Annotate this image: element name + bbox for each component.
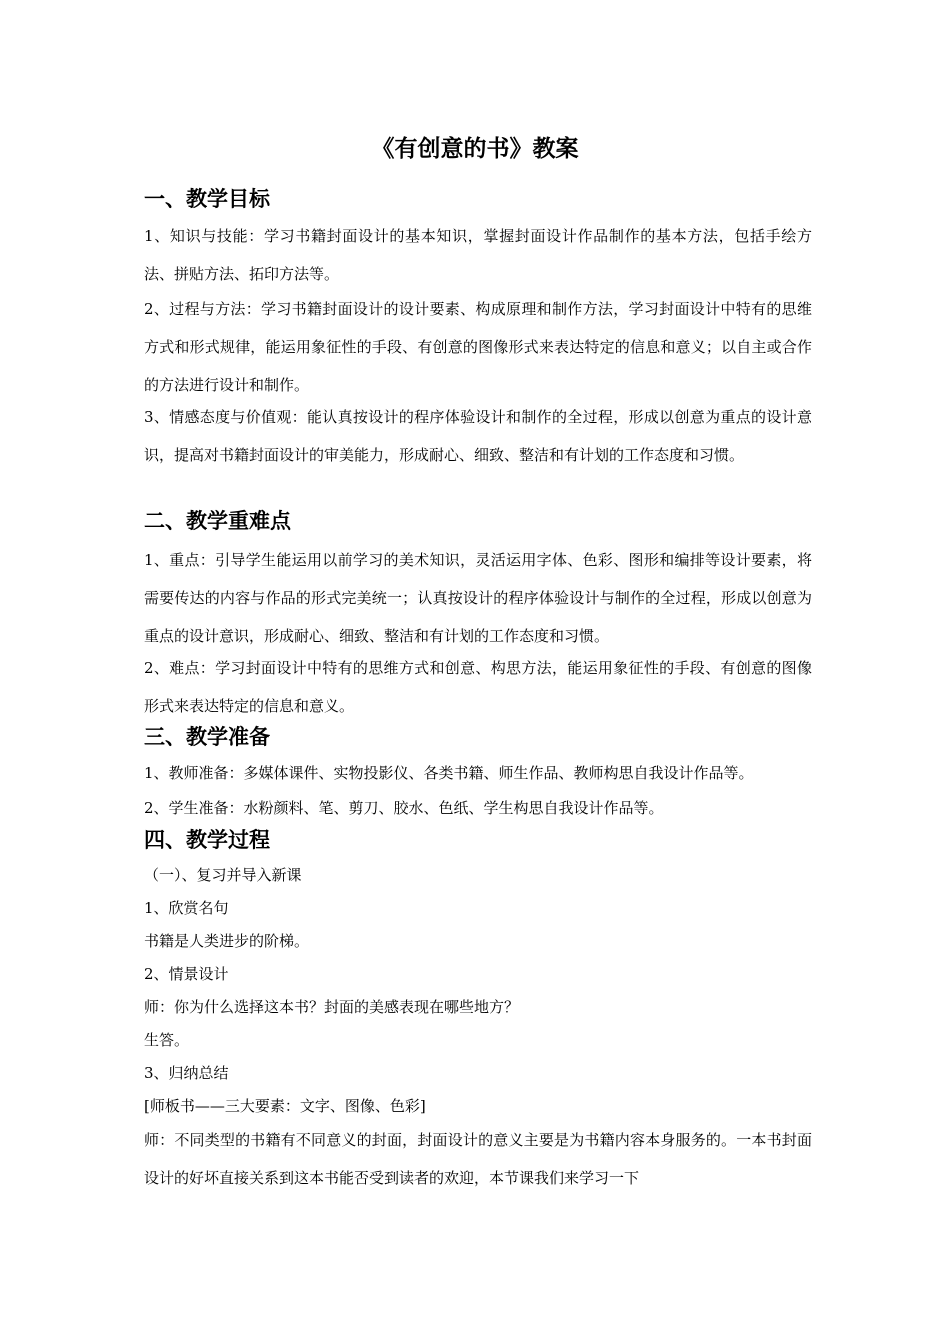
paragraph: 1、重点：引导学生能运用以前学习的美术知识，灵活运用字体、色彩、图形和编排等设计要素，将需要传达的内容与作品的形式完美统一；认真按设计的程序体验设计与制作的全过程，形成以创意为重点的设计意识，形成耐心、细致、整洁和有计划的工作态度和习惯。	[144, 551, 812, 645]
list-item: 书籍是人类进步的阶梯。	[144, 932, 310, 950]
list-item: 生答。	[144, 1031, 190, 1049]
section-heading-preparation: 三、教学准备	[144, 725, 270, 749]
subsection-heading: （一）、复习并导入新课	[144, 866, 302, 884]
paragraph: 2、学生准备：水粉颜料、笔、剪刀、胶水、色纸、学生构思自我设计作品等。	[144, 799, 664, 817]
section-heading-objectives: 一、教学目标	[144, 187, 270, 211]
document-title: 《有创意的书》教案	[371, 136, 579, 162]
paragraph: 1、知识与技能：学习书籍封面设计的基本知识，掌握封面设计作品制作的基本方法，包括手绘方法、拼贴方法、拓印方法等。	[144, 227, 812, 283]
list-item: [师板书——三大要素：文字、图像、色彩]	[144, 1097, 426, 1115]
list-item: 2、情景设计	[144, 965, 229, 983]
paragraph: 2、过程与方法：学习书籍封面设计的设计要素、构成原理和制作方法，学习封面设计中特有的思维方式和形式规律，能运用象征性的手段、有创意的图像形式来表达特定的信息和意义；以自主或合作的方法进行设计和制作。	[144, 300, 812, 394]
list-item: 3、归纳总结	[144, 1064, 229, 1082]
list-item: 1、欣赏名句	[144, 899, 229, 917]
paragraph: 1、教师准备：多媒体课件、实物投影仪、各类书籍、师生作品、教师构思自我设计作品等。	[144, 764, 754, 782]
list-item: 师：你为什么选择这本书？封面的美感表现在哪些地方？	[144, 998, 520, 1016]
paragraph: 师：不同类型的书籍有不同意义的封面，封面设计的意义主要是为书籍内容本身服务的。一本书封面设计的好坏直接关系到这本书能否受到读者的欢迎，本节课我们来学习一下	[144, 1131, 812, 1187]
section-heading-process: 四、教学过程	[144, 828, 270, 852]
paragraph: 3、情感态度与价值观：能认真按设计的程序体验设计和制作的全过程，形成以创意为重点的设计意识，提高对书籍封面设计的审美能力，形成耐心、细致、整洁和有计划的工作态度和习惯。	[144, 408, 812, 464]
section-heading-key-points: 二、教学重难点	[144, 509, 291, 533]
paragraph: 2、难点：学习封面设计中特有的思维方式和创意、构思方法，能运用象征性的手段、有创意的图像形式来表达特定的信息和意义。	[144, 659, 812, 715]
